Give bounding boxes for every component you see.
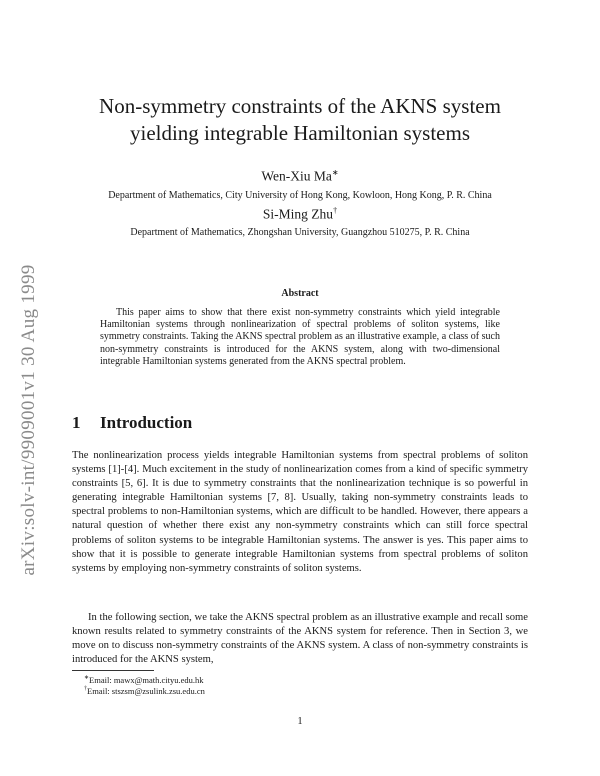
page-number: 1: [297, 716, 303, 727]
author-1-footnote-mark: ∗: [331, 168, 339, 177]
author-1-affiliation: Department of Mathematics, City University of Hong Kong, Kowloon, Hong Kong, P. R. China: [108, 190, 492, 201]
footnote-2-mark: †: [84, 686, 87, 693]
body-paragraph-2: In the following section, we take the AKNS spectral problem as an illustrative example and recall some known results related to symmetry constraints of the AKNS system for reference. Then in Section 3, we move on to discuss non-symmetry constraints of the AKNS system. A class of non-symmetry constraints is introduced for the AKNS system,: [72, 612, 528, 666]
abstract-heading: Abstract: [281, 288, 319, 299]
title-line-2: yielding integrable Hamiltonian systems: [129, 121, 471, 145]
arxiv-watermark: [14, 200, 44, 640]
section-heading: [72, 413, 532, 433]
footnote-1-text: Email: mawx@math.cityu.edu.hk: [89, 674, 204, 685]
body-paragraph-1: The nonlinearization process yields integrable Hamiltonian systems from spectral problems of soliton systems [1]-[4]. Much excitement in the study of nonlinearization comes from a kind of specific symmetry constraints [5, 6]. It is due to symmetry constraints that the nonlinearization technique is so powerful in generating integrable Hamiltonian systems [7, 8]. Usually, taking non-symmetry constraints leads to spectral problems to non-Hamiltonian systems, which are difficult to be handled. However, there appears a natural question of whether there exist any non-symmetry constraints which can still force spectral problems of soliton systems to be integrable Hamiltonian systems. The answer is yes. This paper aims to show that it is possible to generate integrable Hamiltonian systems from spectral problems of soliton systems by employing non-symmetry constraints of soliton systems.: [72, 450, 528, 574]
footnote-1-mark: ∗: [84, 675, 90, 681]
abstract-text: This paper aims to show that there exist non-symmetry constraints which yield integrable Hamiltonian systems through nonlinearization of spectral problems of soliton systems, like symmetry constraints. Taking the AKNS spectral problem as an illustrative example, a class of such non-symmetry constraints is introduced for the AKNS system, along with two-dimensional integrable Hamiltonian systems generated from the AKNS spectral problem.: [100, 307, 500, 367]
title-line-1: Non-symmetry constraints of the AKNS system: [99, 94, 501, 118]
footnote-2: [84, 686, 205, 696]
footnote-divider: [72, 670, 154, 671]
author-1: [60, 168, 540, 185]
author-2-name: Si-Ming Zhu: [262, 206, 334, 222]
footnote-1: [84, 674, 204, 685]
author-2: [60, 206, 540, 223]
section-title: Introduction: [100, 413, 193, 432]
author-1-name: Wen-Xiu Ma: [261, 168, 332, 184]
arxiv-identifier: arXiv:solv-int/9909001v1 30 Aug 1999: [18, 264, 39, 576]
author-2-footnote-mark: †: [333, 206, 338, 215]
author-2-affiliation: Department of Mathematics, Zhongshan University, Guangzhou 510275, P. R. China: [130, 227, 470, 238]
paper-title: [60, 93, 540, 147]
footnote-2-text: Email: stszsm@zsulink.zsu.edu.cn: [87, 686, 205, 696]
section-number: 1: [72, 413, 81, 432]
